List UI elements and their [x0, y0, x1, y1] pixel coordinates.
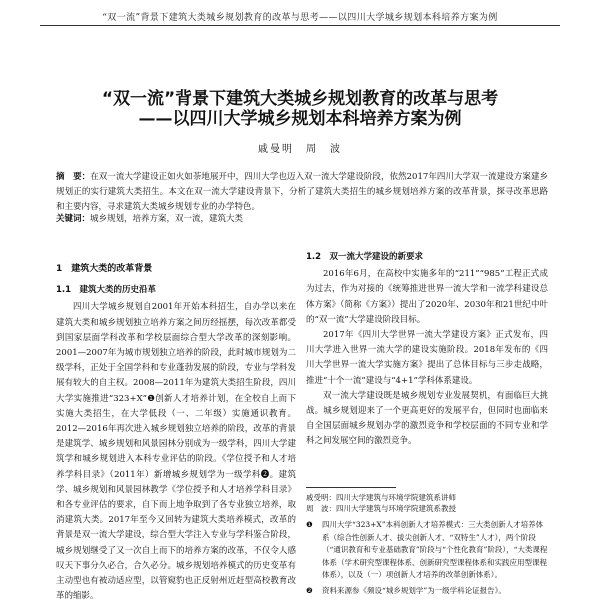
footnote-marker: ❷ — [306, 585, 313, 595]
body-paragraph: 2017年《四川大学世界一流大学建设方案》正式发布，四川大学进入世界一流大学的建设实施阶段。2018年发布的《四川大学世界一流大学实施方案》提出了总体目标与三步走战略，推进“十个一流”建设与“4+1”学科体系建设。 — [306, 330, 548, 386]
article-title-line2: ——以四川大学城乡规划本科培养方案为例 — [138, 109, 462, 129]
author-bio-line: 周 波：四川大学建筑与环境学院建筑系教授 — [306, 504, 456, 513]
footnotes — [306, 519, 548, 600]
abstract — [56, 170, 548, 215]
left-column — [56, 262, 296, 604]
footnote-text: 资料来源参《频设“城乡规划学”为一级学科论证报告》。 — [322, 585, 506, 595]
body-paragraph: 双一流大学建设既是城乡规划专业发展契机，有面临巨大挑战。城乡规划迎来了一个更高更好的发展平台，但同时也面临来自全国层面城乡规划办学的激烈竞争和学校层面的不同专业和学科之间发展空间的激烈竞争。 — [306, 390, 548, 447]
article-title-line1: “双一流”背景下建筑大类城乡规划教育的改革与思考 — [101, 89, 499, 109]
author-bio — [306, 492, 548, 514]
abstract-label: 摘 要： — [56, 172, 91, 182]
footnote-text: 四川大学“323+X”本科创新人才培养模式：三大类创新人才培养体系（综合性创新人才、拔尖创新人才、“双特生”人才），两个阶段（“通识教育和专业基础教育”阶段与“个性化教育”阶段），“大类课程体系（学术研究型课程体系、创新研究型课程体系和实践应用型课程体系），以及（一）项创新人才培养的改革创新体系）。 — [322, 520, 548, 579]
header-rule — [40, 25, 560, 26]
article-authors: 戚曼明 周 波 — [258, 144, 342, 155]
abstract-text: 在双一流大学建设正如火如荼地展开中，四川大学也迈入双一流大学建设阶段，依然2017年四川大学双一流建设方案建乡规划正的实行建筑大类招生。本文在双一流大学建设背景下，分析了建筑大类招生的城乡规划培养方案的改革背景，探寻改革思路和主要内容，寻求建筑大类城乡规划专业的办学特色。 — [56, 172, 548, 212]
footnote — [306, 585, 548, 598]
keywords — [56, 212, 548, 226]
footnote-rule — [306, 487, 396, 488]
subsection-heading: 1.1 建筑大类的历史沿革 — [56, 285, 157, 296]
running-header: “双一流”背景下建筑大类城乡规划教育的改革与思考——以四川大学城乡规划本科培养方案为例 — [102, 13, 498, 23]
keywords-label: 关键词： — [56, 214, 91, 224]
keywords-text: 城乡规划，培养方案，双一流，建筑大类 — [90, 214, 244, 224]
section-heading: 1 建筑大类的改革背景 — [56, 264, 153, 274]
footnote-marker: ❶ — [306, 520, 313, 529]
footnote — [306, 519, 548, 582]
body-paragraph: 2016年6月，在高校中实施多年的“211”“985”工程正式成为过去，作为对接的《统筹推进世界一流大学和一流学科建设总体方案》（简称《方案》）提出了2020年、2030年和21世纪中叶的“双一流”大学建设阶段目标。 — [306, 269, 548, 325]
author-bio-line: 戚受明：四川大学建筑与环境学院建筑系讲师 — [306, 493, 456, 502]
right-column — [306, 250, 548, 450]
subsection-heading: 1.2 双一流大学建设的新要求 — [306, 252, 424, 262]
body-paragraph: 四川大学城乡规划自2001年开始本科招生，自办学以来在建筑大类和城乡规划独立培养方案之间历经摇摆，每次改革都受到国家层面学科改革和学校层面综合型大学改革的深刻影响。2001—2007年为城市规划独立培养的阶段，此时城市规划为二级学科，正处于全国学科和专业蓬勃发展的阶段，专业与学科发展有较大的自主权。2008—2011年为建筑大类招生阶段，四川大学实施推进“323+X”❶创新人才培养计划，在全校自上而下实施大类招生，在大学低段（一、二年级）实施通识教育。2012—2016年再次进入城乡规划独立培养的阶段，改革的背景是建筑学、城乡规划和风景园林分别成为一级学科，四川大学建筑学和城乡规划进入本科专业评估的阶段。《学位授予和人才培养学科目录》（2011年）新增城乡规划学为一级学科❷。建筑学、城乡规划和风景园林教学《学位授予和人才培养学科目录》和各专业评估的要求，自下而上地争取到了各专业独立培养，取消建筑大类。2017年至今又回转为建筑大类培养模式，改革的背景是双一流大学建设，综合型大学注入专业与学科鉴合阶段，城乡规划继受了又一次自上而下的培养方案的改革，不仅令人感叹天下事分久必合，合久必分。城乡规划培养模式的历史变革有主动型也有被动适应型，以管窥豹也正反射州近赶型高校教育改革的缩影。 — [56, 302, 296, 602]
